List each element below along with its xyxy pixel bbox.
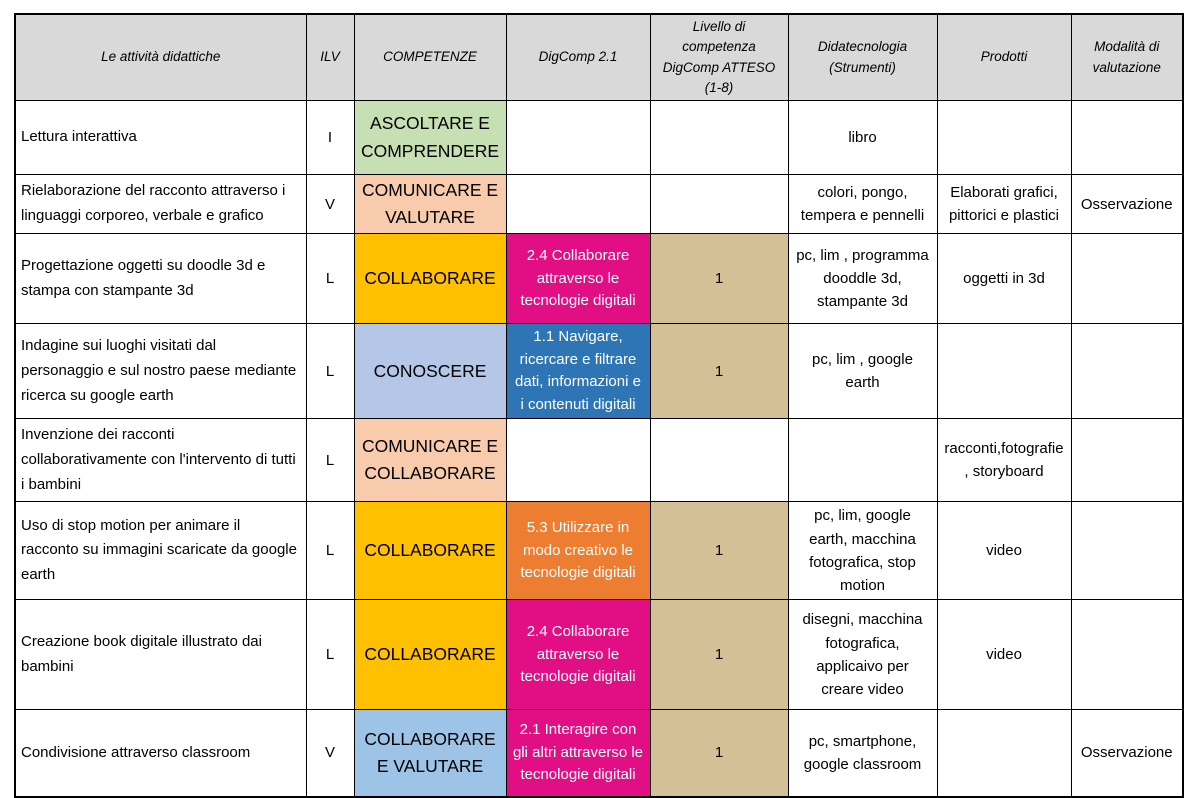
- cell-livello: 1: [650, 234, 788, 324]
- cell-competenze: CONOSCERE: [354, 324, 506, 419]
- table-row: [15, 234, 1183, 324]
- cell-valutazione: [1071, 502, 1183, 600]
- header-ilv: ILV: [306, 14, 354, 101]
- cell-prodotti: video: [937, 502, 1071, 600]
- cell-strumenti: libro: [788, 101, 937, 175]
- cell-prodotti: Elaborati grafici, pittorici e plastici: [937, 175, 1071, 234]
- cell-attivita: Lettura interattiva: [15, 101, 306, 175]
- cell-attivita: Indagine sui luoghi visitati dal personaggio e sul nostro paese mediante ricerca su google earth: [15, 324, 306, 419]
- cell-valutazione: [1071, 234, 1183, 324]
- header-competenze: COMPETENZE: [354, 14, 506, 101]
- cell-livello: [650, 419, 788, 502]
- cell-attivita: Creazione book digitale illustrato dai bambini: [15, 600, 306, 710]
- header-attivita: Le attività didattiche: [15, 14, 306, 101]
- table-row: [15, 710, 1183, 797]
- cell-ilv: L: [306, 419, 354, 502]
- cell-digcomp: [506, 175, 650, 234]
- cell-strumenti: [788, 419, 937, 502]
- cell-strumenti: colori, pongo, tempera e pennelli: [788, 175, 937, 234]
- cell-prodotti: [937, 324, 1071, 419]
- cell-digcomp: 2.4 Collaborare attraverso le tecnologie digitali: [506, 600, 650, 710]
- cell-prodotti: [937, 710, 1071, 797]
- cell-livello: 1: [650, 324, 788, 419]
- cell-digcomp: 1.1 Navigare, ricercare e filtrare dati, informazioni e i contenuti digitali: [506, 324, 650, 419]
- cell-competenze: COLLABORARE E VALUTARE: [354, 710, 506, 797]
- cell-valutazione: [1071, 419, 1183, 502]
- table-row: [15, 419, 1183, 502]
- cell-ilv: L: [306, 234, 354, 324]
- cell-digcomp: 5.3 Utilizzare in modo creativo le tecnologie digitali: [506, 502, 650, 600]
- cell-livello: [650, 101, 788, 175]
- cell-competenze: COLLABORARE: [354, 600, 506, 710]
- cell-attivita: Uso di stop motion per animare il racconto su immagini scaricate da google earth: [15, 502, 306, 600]
- cell-livello: 1: [650, 502, 788, 600]
- table-row: [15, 101, 1183, 175]
- cell-valutazione: [1071, 324, 1183, 419]
- table-row: [15, 175, 1183, 234]
- cell-prodotti: oggetti in 3d: [937, 234, 1071, 324]
- cell-strumenti: pc, lim, google earth, macchina fotografica, stop motion: [788, 502, 937, 600]
- cell-ilv: I: [306, 101, 354, 175]
- cell-competenze: COLLABORARE: [354, 234, 506, 324]
- cell-livello: 1: [650, 710, 788, 797]
- cell-attivita: Invenzione dei racconti collaborativamente con l'intervento di tutti i bambini: [15, 419, 306, 502]
- cell-ilv: V: [306, 175, 354, 234]
- cell-prodotti: [937, 101, 1071, 175]
- cell-valutazione: [1071, 101, 1183, 175]
- header-livello: Livello di competenza DigComp ATTESO (1-8): [650, 14, 788, 101]
- cell-attivita: Rielaborazione del racconto attraverso i linguaggi corporeo, verbale e grafico: [15, 175, 306, 234]
- cell-competenze: COLLABORARE: [354, 502, 506, 600]
- cell-valutazione: Osservazione: [1071, 710, 1183, 797]
- cell-competenze: ASCOLTARE E COMPRENDERE: [354, 101, 506, 175]
- cell-attivita: Condivisione attraverso classroom: [15, 710, 306, 797]
- cell-prodotti: racconti,fotografie, storyboard: [937, 419, 1071, 502]
- header-didatecnologia: Didatecnologia (Strumenti): [788, 14, 937, 101]
- header-digcomp: DigComp 2.1: [506, 14, 650, 101]
- cell-prodotti: video: [937, 600, 1071, 710]
- cell-strumenti: disegni, macchina fotografica, applicaivo per creare video: [788, 600, 937, 710]
- cell-strumenti: pc, lim , google earth: [788, 324, 937, 419]
- cell-ilv: L: [306, 324, 354, 419]
- table-row: [15, 600, 1183, 710]
- cell-competenze: COMUNICARE E COLLABORARE: [354, 419, 506, 502]
- header-valutazione: Modalità di valutazione: [1071, 14, 1183, 101]
- cell-competenze: COMUNICARE E VALUTARE: [354, 175, 506, 234]
- cell-valutazione: [1071, 600, 1183, 710]
- cell-valutazione: Osservazione: [1071, 175, 1183, 234]
- cell-digcomp: [506, 419, 650, 502]
- cell-ilv: L: [306, 502, 354, 600]
- cell-livello: [650, 175, 788, 234]
- header-prodotti: Prodotti: [937, 14, 1071, 101]
- table-row: [15, 502, 1183, 600]
- cell-digcomp: [506, 101, 650, 175]
- cell-ilv: L: [306, 600, 354, 710]
- cell-attivita: Progettazione oggetti su doodle 3d e stampa con stampante 3d: [15, 234, 306, 324]
- cell-digcomp: 2.4 Collaborare attraverso le tecnologie digitali: [506, 234, 650, 324]
- table-row: [15, 324, 1183, 419]
- cell-digcomp: 2.1 Interagire con gli altri attraverso le tecnologie digitali: [506, 710, 650, 797]
- cell-strumenti: pc, lim , programma dooddle 3d, stampante 3d: [788, 234, 937, 324]
- didactic-activities-table: [14, 13, 1184, 798]
- cell-ilv: V: [306, 710, 354, 797]
- header-row: [15, 14, 1183, 101]
- cell-livello: 1: [650, 600, 788, 710]
- cell-strumenti: pc, smartphone, google classroom: [788, 710, 937, 797]
